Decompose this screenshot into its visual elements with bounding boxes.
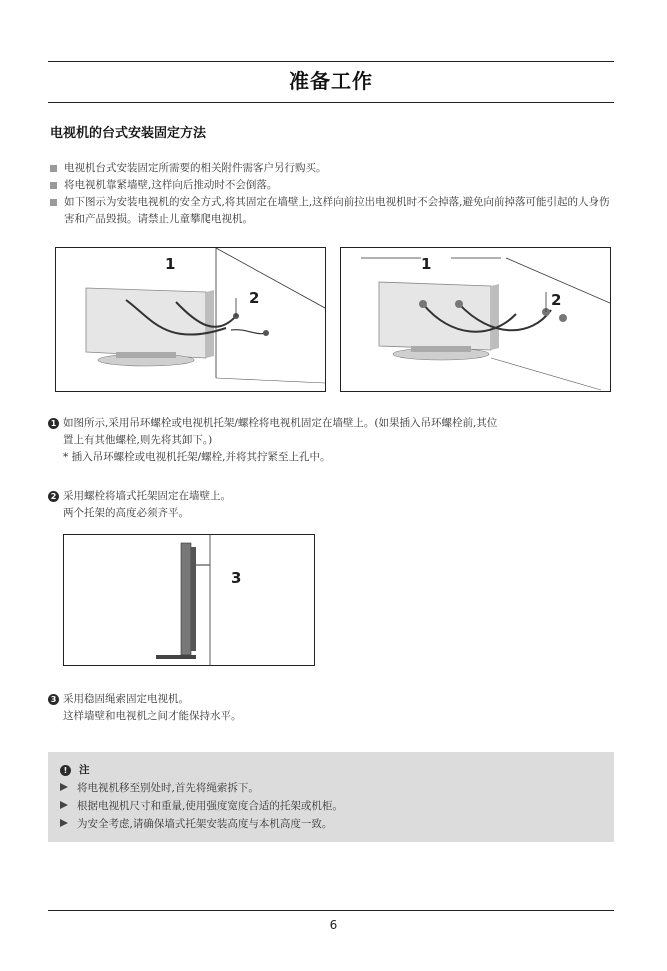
note-list xyxy=(60,779,343,833)
page-number: 6 xyxy=(329,918,338,932)
note-box xyxy=(48,752,614,842)
triangle-bullet-icon xyxy=(60,819,68,827)
step-1: 1 如图所示,采用吊环螺栓或电视机托架/螺栓将电视机固定在墙壁上。(如果插入吊环螺栓前,其位 置上有其他螺栓,则先将其卸下。) * 插入吊环螺栓或电视机托架/螺栓,并将其拧紧至上孔中。 xyxy=(48,415,618,466)
tv-wall-mount-illustration xyxy=(56,248,325,391)
step-3: 3 采用稳固绳索固定电视机。 这样墙壁和电视机之间才能保持水平。 xyxy=(48,691,618,725)
note-item: 为安全考虑,请确保墙式托架安装高度与本机高度一致。 xyxy=(60,815,343,833)
section-subtitle: 电视机的台式安装固定方法 xyxy=(50,126,207,141)
step-2: 2 采用螺栓将墙式托架固定在墙壁上。 两个托架的高度必须齐平。 xyxy=(48,488,618,522)
figure-eyebolt-installation xyxy=(55,247,326,392)
step-number-3-icon: 3 xyxy=(48,694,59,705)
note-item: 将电视机移至别处时,首先将绳索拆下。 xyxy=(60,779,343,797)
tv-bracket-mount-illustration xyxy=(341,248,610,391)
figure-label-2: 2 xyxy=(551,291,562,309)
intro-bullet: 如下图示为安装电视机的安全方式,将其固定在墙壁上,这样向前拉出电视机时不会掉落,避免向前掉落可能引起的人身伤害和产品毁损。请禁止儿童攀爬电视机。 xyxy=(50,194,616,228)
note-heading: ! 注 xyxy=(60,762,90,777)
triangle-bullet-icon xyxy=(60,783,68,791)
page-title: 准备工作 xyxy=(289,69,373,93)
figure-label-1: 1 xyxy=(165,255,176,273)
step-number-1-icon: 1 xyxy=(48,418,59,429)
square-bullet-icon xyxy=(50,165,57,172)
step-number-2-icon: 2 xyxy=(48,491,59,502)
triangle-bullet-icon xyxy=(60,801,68,809)
figure-label-3: 3 xyxy=(231,569,242,587)
figure-side-view-rope xyxy=(63,534,315,666)
top-rule xyxy=(48,61,614,62)
figure-bracket-installation xyxy=(340,247,611,392)
figure-label-2: 2 xyxy=(249,289,260,307)
figure-label-1: 1 xyxy=(421,255,432,273)
intro-bullet: 将电视机靠紧墙壁,这样向后推动时不会倒落。 xyxy=(50,177,616,194)
square-bullet-icon xyxy=(50,182,57,189)
intro-bullet-list xyxy=(50,160,616,228)
note-item: 根据电视机尺寸和重量,使用强度宽度合适的托架或机柜。 xyxy=(60,797,343,815)
intro-bullet: 电视机台式安装固定所需要的相关附件需客户另行购买。 xyxy=(50,160,616,177)
title-rule xyxy=(48,102,614,103)
tv-side-view-illustration xyxy=(64,535,314,665)
warning-icon: ! xyxy=(60,765,71,776)
footer-rule xyxy=(48,910,614,911)
square-bullet-icon xyxy=(50,199,57,206)
